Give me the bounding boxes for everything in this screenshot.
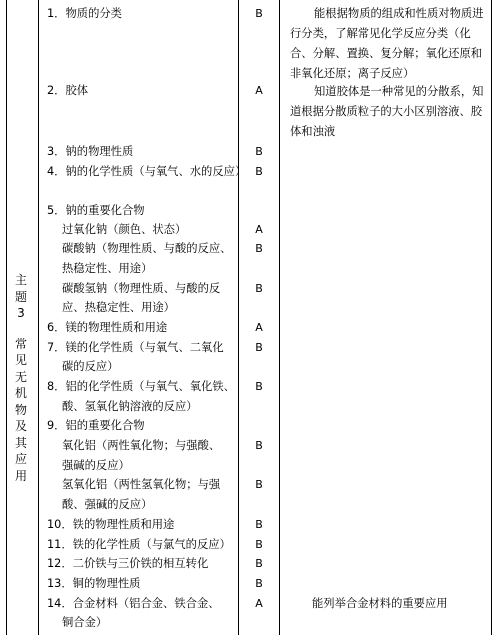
content-item-continuation: 酸、强碱的反应） (62, 498, 153, 511)
content-item-continuation: 铜合金） (62, 616, 108, 629)
content-item: 6．镁的物理性质和用途 (47, 321, 168, 334)
content-item-continuation: 酸、氢氧化钠溶液的反应） (62, 400, 198, 413)
content-item: 5．钠的重要化合物 (47, 204, 145, 217)
topic-char: 无 (14, 369, 27, 384)
level-badge: A (255, 321, 263, 334)
content-item: 12．二价铁与三价铁的相互转化 (47, 557, 209, 570)
requirement-text: 能根据物质的组成和性质对物质进行分类，了解常见化学反应分类（化合、分解、置换、复分解；氧化还原和非氧化还原；离子反应） (290, 7, 484, 80)
content-item: 10．铁的物理性质和用途 (47, 518, 175, 531)
content-item: 氧化铝（两性氧化物；与强酸、 (62, 439, 221, 452)
content-item-continuation: 应、热稳定性、用途） (62, 301, 175, 314)
level-badge: A (255, 223, 263, 236)
requirement-text: 能列举合金材料的重要应用 (312, 597, 448, 610)
level-badge: B (255, 557, 263, 570)
content-item: 氢氧化铝（两性氢氧化物；与强 (62, 478, 221, 491)
column-divider-level (279, 0, 280, 635)
content-item-continuation: 碳的反应） (62, 360, 119, 373)
content-item: 过氧化钠（颜色、状态） (62, 223, 187, 236)
level-badge: A (255, 84, 263, 97)
topic-char: 常 (14, 336, 27, 351)
content-item: 3．钠的物理性质 (47, 145, 134, 158)
topic-char: 物 (14, 402, 27, 417)
content-item: 13．铜的物理性质 (47, 577, 141, 590)
level-badge: A (255, 597, 263, 610)
content-item: 7．镁的化学性质（与氧气、二氧化 (47, 341, 224, 354)
topic-char: 3 (17, 306, 25, 320)
content-item: 2．胶体 (47, 84, 89, 97)
level-badge: B (255, 577, 263, 590)
topic-gap (14, 322, 28, 336)
topic-char: 主 (14, 273, 27, 287)
content-item: 14．合金材料（铝合金、铁合金、 (47, 597, 220, 610)
column-divider-topic (38, 0, 39, 635)
content-item: 8．铝的化学性质（与氧气、氧化铁、 (47, 380, 235, 393)
topic-char: 应 (14, 452, 27, 466)
content-item: 碳酸钠（物理性质、与酸的反应、 (62, 242, 232, 255)
content-item: 4．钠的化学性质（与氧气、水的反应） (47, 165, 247, 178)
level-badge: B (255, 478, 263, 491)
topic-char: 及 (14, 419, 27, 433)
level-badge: B (255, 518, 263, 531)
topic-label (14, 272, 28, 484)
content-item-continuation: 热稳定性、用途） (62, 262, 153, 275)
topic-char: 用 (14, 468, 27, 483)
level-badge: B (255, 7, 263, 20)
level-badge: B (255, 538, 263, 551)
topic-char: 题 (14, 289, 27, 304)
requirement-text: 知道胶体是一种常见的分散系，知道根据分散质粒子的大小区别溶液、胶体和浊液 (290, 85, 484, 138)
topic-char: 机 (14, 386, 27, 400)
level-badge: B (255, 242, 263, 255)
level-badge: B (255, 341, 263, 354)
level-badge: B (255, 165, 263, 178)
content-item: 1．物质的分类 (47, 7, 122, 20)
level-badge: B (255, 380, 263, 393)
topic-char: 其 (14, 435, 27, 450)
column-divider-content (238, 0, 239, 635)
content-item-continuation: 强碱的反应） (62, 459, 130, 472)
content-item: 碳酸氢钠（物理性质、与酸的反 (62, 282, 221, 295)
level-badge: B (255, 282, 263, 295)
content-item: 9．铝的重要化合物 (47, 419, 145, 432)
level-badge: B (255, 439, 263, 452)
topic-char: 见 (14, 353, 27, 367)
content-item: 11．铁的化学性质（与氯气的反应） (47, 538, 231, 551)
level-badge: B (255, 145, 263, 158)
